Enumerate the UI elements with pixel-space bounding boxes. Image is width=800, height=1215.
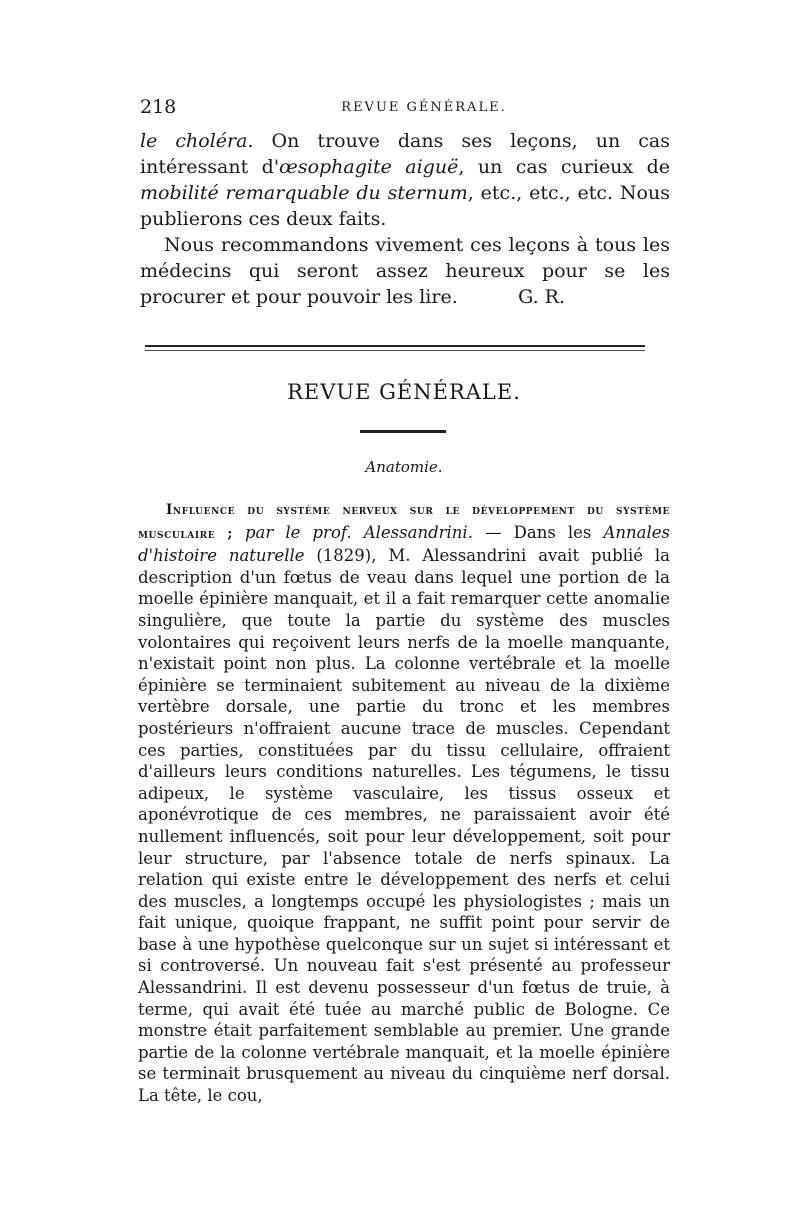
article-author: par le prof. Alessandrini. xyxy=(232,522,473,542)
signature: G. R. xyxy=(518,286,565,308)
divider-line-thin xyxy=(145,350,645,351)
intro-paragraph-2 xyxy=(140,232,670,310)
page-header xyxy=(140,96,668,120)
article-body xyxy=(138,498,670,1107)
article-heading: Influence du système nerveux sur le développement du système musculaire ; xyxy=(138,502,670,542)
divider-line-thick xyxy=(145,345,645,347)
intro-text-a: On trouve dans ses leçons, un cas intéressant d' xyxy=(140,130,670,178)
intro-paragraph-1 xyxy=(140,128,670,232)
intro-italic-cholera: le choléra. xyxy=(140,130,254,152)
intro-text-b: , un cas curieux de xyxy=(458,156,670,178)
subsection-title: Anatomie. xyxy=(365,458,443,476)
running-head: REVUE GÉNÉRALE. xyxy=(341,100,507,115)
title-underline xyxy=(360,430,446,433)
intro-text-c: , etc., etc., etc. Nous publierons ces deux faits. xyxy=(140,182,670,230)
article-text: (1829), M. Alessandrini avait publié la description d'un fœtus de veau dans lequel une portion de la moelle épinière manquait, et il a fait remarquer cette anomalie singulière, que toute la partie du système des muscles volontaires qui reçoivent leurs nerfs de la moelle manquante, n'existait point non plus. La colonne vertébrale et la moelle épinière se terminaient subitement au niveau de la dixième vertèbre dorsale, une partie du tronc et les membres postérieurs n'offraient aucune trace de muscles. Cependant ces parties, constituées par du tissu cellulaire, offraient d'ailleurs leurs conditions naturelles. Les tégumens, le tissu adipeux, le système vasculaire, les tissus osseux et aponévrotique de ces membres, ne paraissaient avoir été nullement influencés, soit pour leur développement, soit pour leur structure, par l'absence totale de nerfs spinaux. La relation qui existe entre le développement des nerfs et celui des muscles, a longtemps occupé les physiologistes ; mais un fait unique, quoique frappant, ne suffit point pour servir de base à une hypothèse quelconque sur un sujet si intéressant et si controversé. Un nouveau fait s'est présenté au professeur Alessandrini. Il est devenu possesseur d'un fœtus de truie, à terme, qui avait été tuée au marché public de Bologne. Ce monstre était parfaitement semblable au premier. Une grande partie de la colonne vertébrale manquait, et la moelle épinière se terminait brusquement au niveau du cinquième nerf dorsal. La tête, le cou, xyxy=(138,546,670,1106)
article-journal: Annales d'histoire naturelle xyxy=(138,522,670,566)
article-dash: — Dans les xyxy=(472,522,604,542)
intro-italic-mobilite: mobilité remarquable du sternum xyxy=(140,182,468,204)
intro-recommendation: Nous recommandons vivement ces leçons à tous les médecins qui seront assez heureux pour se les procurer et pour pouvoir les lire. xyxy=(140,234,670,308)
page-number: 218 xyxy=(140,96,177,118)
intro-italic-oesophagite: œsophagite aiguë xyxy=(279,156,459,178)
section-divider xyxy=(145,345,645,353)
section-title: REVUE GÉNÉRALE. xyxy=(287,380,521,404)
intro-text xyxy=(140,128,670,310)
article-paragraph xyxy=(138,498,670,1107)
